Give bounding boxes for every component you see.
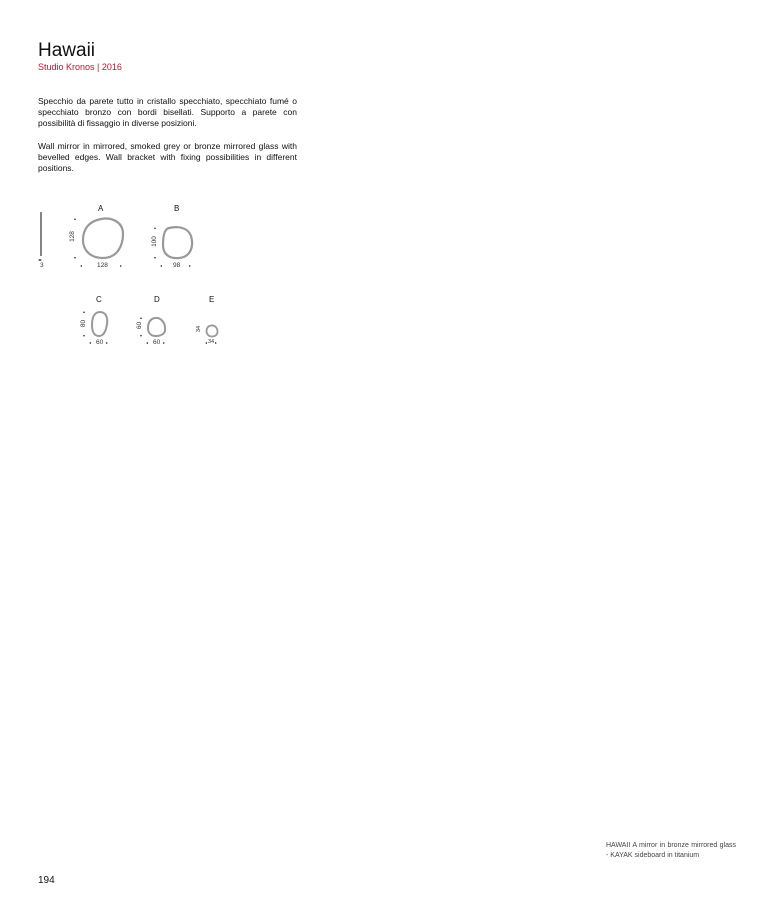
height-dimension: 34 — [196, 325, 203, 333]
width-dimension: 98 — [173, 262, 181, 269]
width-dimension: 34 — [208, 339, 215, 345]
designer-year: Studio Kronos | 2016 — [38, 62, 122, 72]
arrow-left-icon: ◂ — [146, 340, 149, 345]
variant-label: E — [209, 295, 215, 304]
product-title: Hawaii — [38, 40, 96, 61]
arrow-up-icon: ▴ — [83, 309, 86, 314]
arrow-right-icon: ▸ — [163, 340, 166, 345]
page-number: 194 — [38, 875, 55, 886]
height-dimension: 80 — [80, 319, 88, 328]
arrow-left-icon: ◂ — [205, 340, 208, 345]
arrow-right-icon: ▸ — [215, 340, 218, 345]
dimension-arrow-icon: ◂▸ — [38, 257, 43, 262]
arrow-right-icon: ▸ — [106, 340, 109, 345]
variant-label: C — [96, 295, 102, 304]
mirror-outline-a — [81, 216, 125, 260]
width-dimension: 60 — [96, 339, 104, 346]
profile-line — [38, 210, 46, 260]
width-dimension: 128 — [97, 262, 108, 269]
arrow-left-icon: ◂ — [160, 263, 163, 268]
arrow-left-icon: ◂ — [80, 263, 83, 268]
mirror-outline-b — [161, 226, 195, 260]
arrow-down-icon: ▾ — [83, 333, 86, 338]
arrow-up-icon: ▴ — [74, 216, 77, 221]
arrow-down-icon: ▾ — [140, 333, 143, 338]
height-dimension: 128 — [68, 231, 76, 242]
variant-label: A — [98, 204, 104, 213]
mirror-outline-d — [146, 316, 168, 338]
mirror-outline-c — [90, 310, 110, 338]
arrow-right-icon: ▸ — [120, 263, 123, 268]
variant-label: D — [154, 295, 160, 304]
arrow-left-icon: ◂ — [89, 340, 92, 345]
mirror-outline-e — [205, 324, 219, 338]
width-dimension: 60 — [153, 339, 161, 346]
variant-label: B — [174, 204, 180, 213]
arrow-up-icon: ▴ — [154, 225, 157, 230]
description-english: Wall mirror in mirrored, smoked grey or bronze mirrored glass with bevelled edges. Wall bracket with fixing possibilities in different positions. — [38, 141, 297, 173]
height-dimension: 100 — [150, 236, 158, 247]
photo-caption: HAWAII A mirror in bronze mirrored glass - KAYAK sideboard in titanium — [606, 842, 736, 859]
arrow-up-icon: ▴ — [140, 315, 143, 320]
height-dimension: 60 — [136, 321, 144, 330]
arrow-down-icon: ▾ — [74, 255, 77, 260]
arrow-down-icon: ▾ — [154, 255, 157, 260]
profile-thickness: 3 — [40, 262, 44, 269]
description-italian: Specchio da parete tutto in cristallo specchiato, specchiato fumé o specchiato bronzo con bordi bisellati. Supporto a parete con possibilità di fissaggio in diverse posizioni. — [38, 96, 297, 128]
arrow-right-icon: ▸ — [189, 263, 192, 268]
